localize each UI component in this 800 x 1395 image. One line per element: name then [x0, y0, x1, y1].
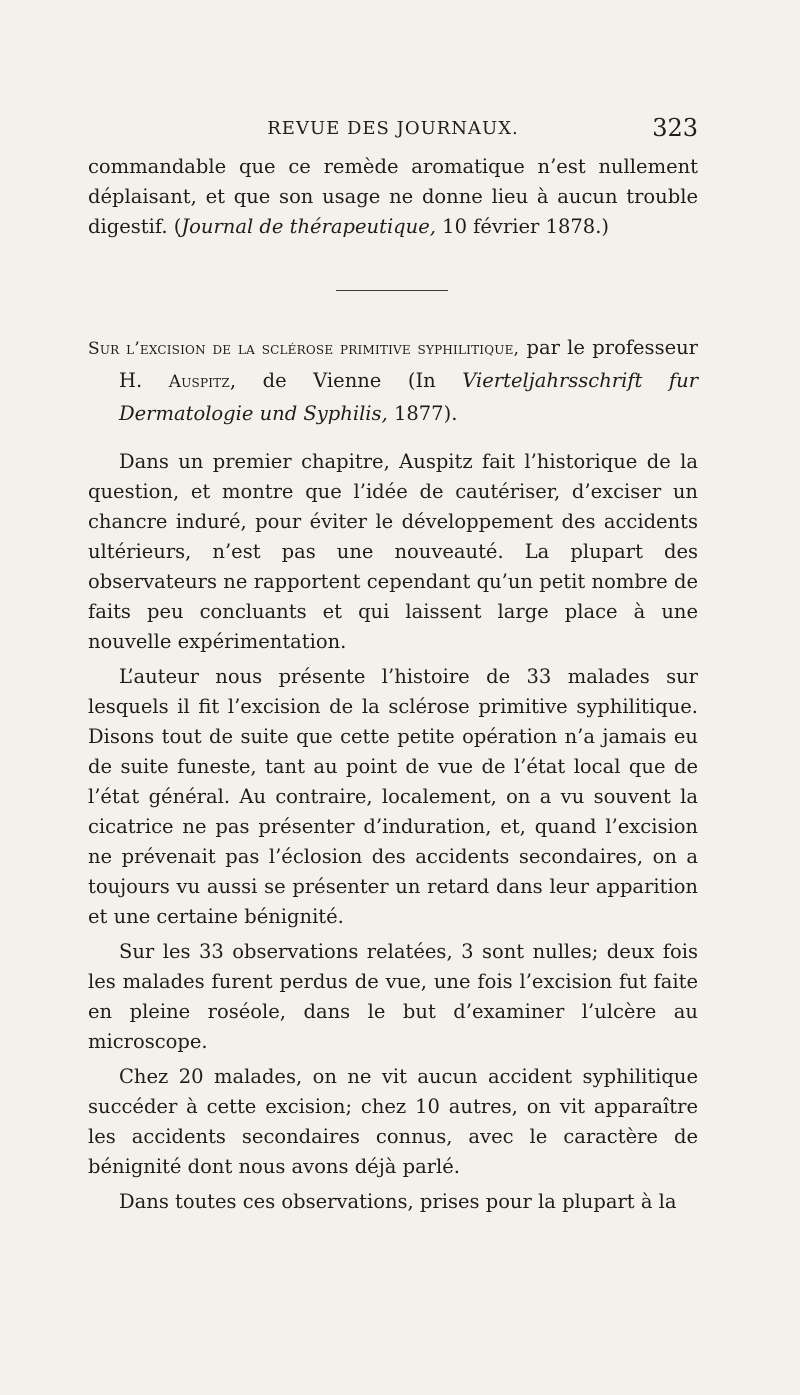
- heading-gap: [88, 429, 698, 447]
- article-author: Auspitz: [168, 372, 230, 392]
- body-paragraph: Sur les 33 observations relatées, 3 sont nulles; deux fois les malades furent perdus de vue, une fois l’excision fut faite en pleine roséole, dans le but d’examiner l’ulcère au microscope.: [88, 940, 698, 1053]
- document-page: [88, 114, 699, 1217]
- source-journal: Journal de thérapeutique,: [181, 215, 436, 238]
- article-title-mid: , de Vienne (In: [229, 369, 463, 392]
- continued-paragraph: [88, 152, 698, 242]
- article-title-rest: par le professeur H.: [119, 336, 698, 392]
- body-paragraph: Dans toutes ces observations, prises pour la plupart à la: [119, 1190, 677, 1213]
- running-header: [88, 114, 698, 152]
- section-separator-area: [88, 242, 698, 332]
- body-paragraph: Dans un premier chapitre, Auspitz fait l’historique de la question, et montre que l’idée de cautériser, d’exciser un chancre induré, pour éviter le développement des accidents ultérieurs, n’est pas une nouveauté. La plupart des observateurs ne rapportent cependant qu’un petit nombre de faits peu concluants et qui laissent large place à une nouvelle expérimentation.: [88, 450, 698, 653]
- article-title: Sur l’excision de la sclérose primitive syphilitique,: [88, 339, 520, 359]
- article-heading: [88, 332, 698, 429]
- section-separator: [336, 290, 448, 291]
- body-paragraph: L’auteur nous présente l’histoire de 33 malades sur lesquels il fit l’excision de la sclérose primitive syphilitique. Disons tout de suite que cette petite opération n’a jamais eu de suite funeste, tant au point de vue de l’état local que de l’état général. Au contraire, localement, on a vu souvent la cicatrice ne pas présenter d’induration, et, quand l’excision ne prévenait pas l’éclosion des accidents secondaires, on a toujours vu aussi se présenter un retard dans leur apparition et une certaine bénignité.: [88, 665, 698, 928]
- page-number: 323: [652, 114, 698, 142]
- article-year: 1877).: [387, 402, 458, 425]
- article-journal: Vierteljahrsschrift fur Dermatologie und Syphilis,: [119, 369, 699, 425]
- running-title: REVUE DES JOURNAUX.: [267, 118, 519, 139]
- continued-text: commandable que ce remède aromatique n’est nullement déplaisant, et que son usage ne donne lieu à aucun trouble digestif. (: [88, 155, 698, 238]
- source-date: 10 février 1878.): [435, 215, 610, 238]
- body-paragraph: Chez 20 malades, on ne vit aucun accident syphilitique succéder à cette excision; chez 10 autres, on vit apparaître les accidents secondaires connus, avec le caractère de bénignité dont nous avons déjà parlé.: [88, 1065, 698, 1178]
